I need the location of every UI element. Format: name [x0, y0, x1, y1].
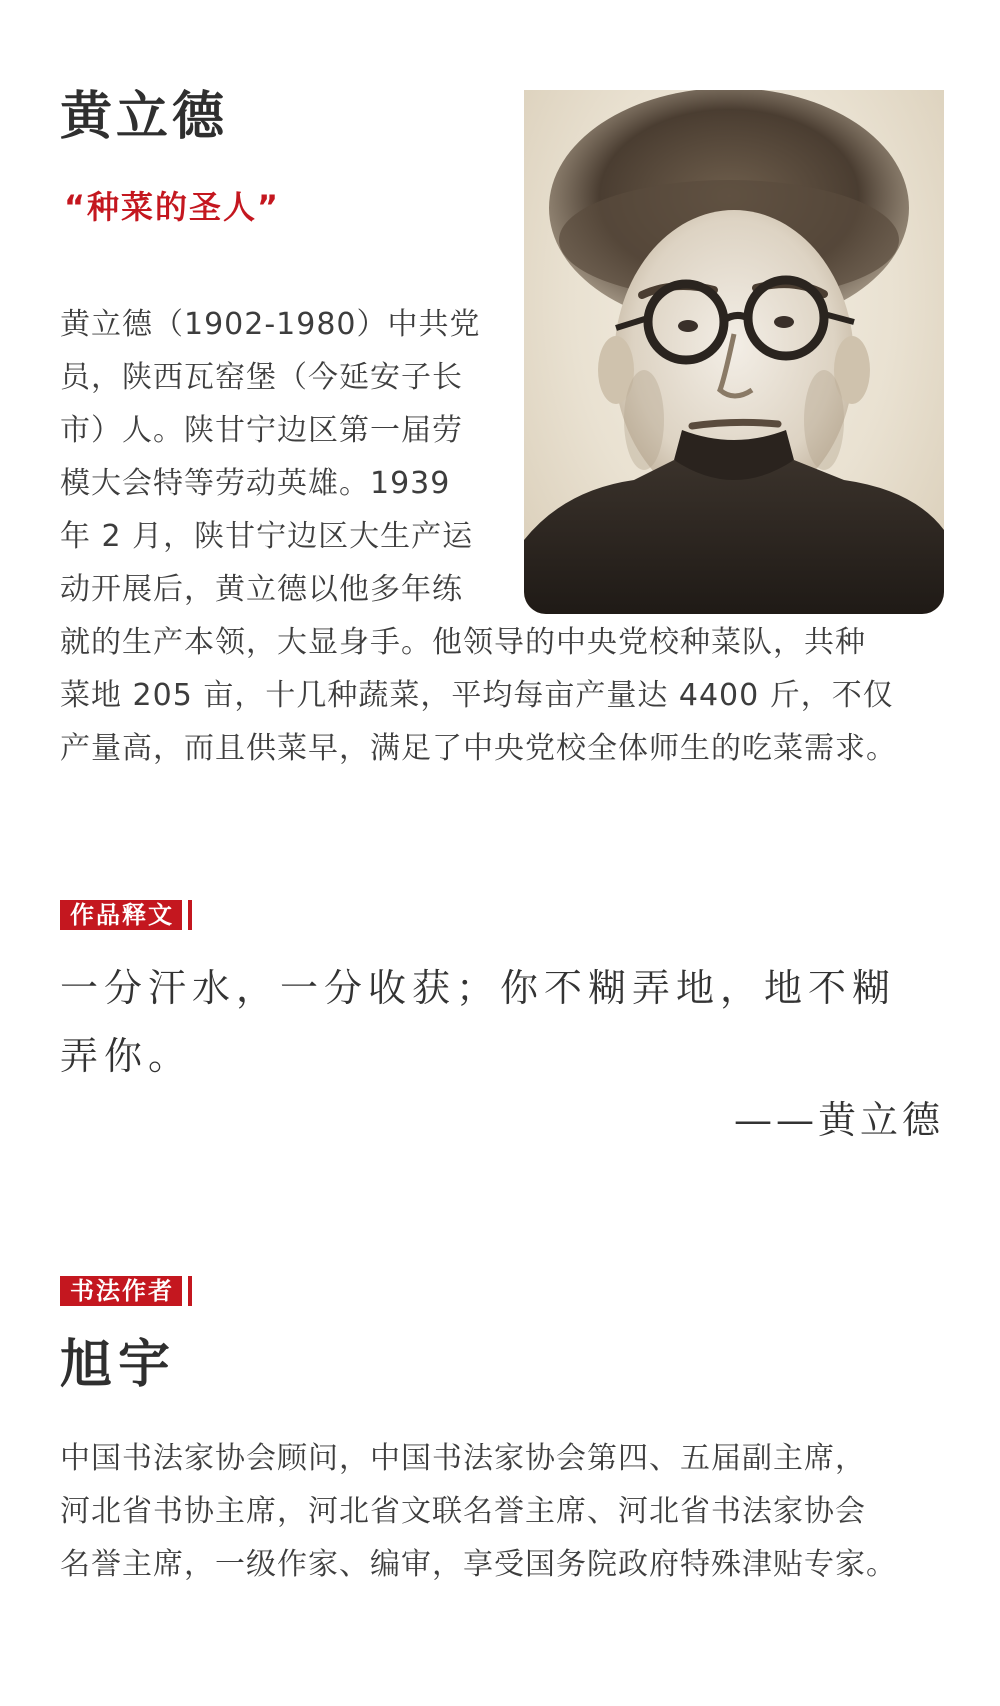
bio-line: 菜地 205 亩，十几种蔬菜，平均每亩产量达 4400 斤，不仅 [60, 678, 894, 713]
person-bio-continued [60, 616, 944, 775]
person-epithet: “种菜的圣人” [64, 188, 281, 226]
bio-line: 年 2 月，陕甘宁边区大生产运 [60, 519, 474, 554]
quote-signature: ——黄立德 [733, 1098, 944, 1142]
bio-line: 产量高，而且供菜早，满足了中央党校全体师生的吃菜需求。 [60, 731, 897, 766]
author-section-label: 书法作者 [60, 1276, 182, 1306]
author-section-tag [60, 1276, 192, 1306]
quote-line: 弄你。 [60, 1034, 193, 1078]
bio-line: 市）人。陕甘宁边区第一届劳 [60, 413, 463, 448]
person-bio [60, 298, 506, 616]
person-name: 黄立德 [60, 87, 229, 147]
author-bio-line: 名誉主席，一级作家、编审，享受国务院政府特殊津贴专家。 [60, 1547, 897, 1582]
bio-line: 黄立德（1902-1980）中共党 [60, 307, 481, 342]
works-section-tag [60, 900, 192, 930]
bio-line: 动开展后，黄立德以他多年练 [60, 572, 463, 607]
quote-line: 一分汗水，一分收获；你不糊弄地，地不糊 [60, 966, 897, 1010]
bio-line: 员，陕西瓦窑堡（今延安子长 [60, 360, 463, 395]
author-bio-line: 中国书法家协会顾问，中国书法家协会第四、五届副主席， [60, 1441, 866, 1476]
calligraphy-quote [60, 954, 944, 1090]
author-name: 旭宇 [60, 1335, 177, 1395]
tag-divider-bar [188, 1276, 192, 1306]
bio-line: 模大会特等劳动英雄。1939 [60, 466, 451, 501]
works-section-label: 作品释文 [60, 900, 182, 930]
bio-line: 就的生产本领，大显身手。他领导的中央党校种菜队，共种 [60, 625, 866, 660]
tag-divider-bar [188, 900, 192, 930]
author-bio-line: 河北省书协主席，河北省文联名誉主席、河北省书法家协会 [60, 1494, 866, 1529]
portrait-photo [524, 90, 944, 614]
author-bio [60, 1432, 944, 1591]
